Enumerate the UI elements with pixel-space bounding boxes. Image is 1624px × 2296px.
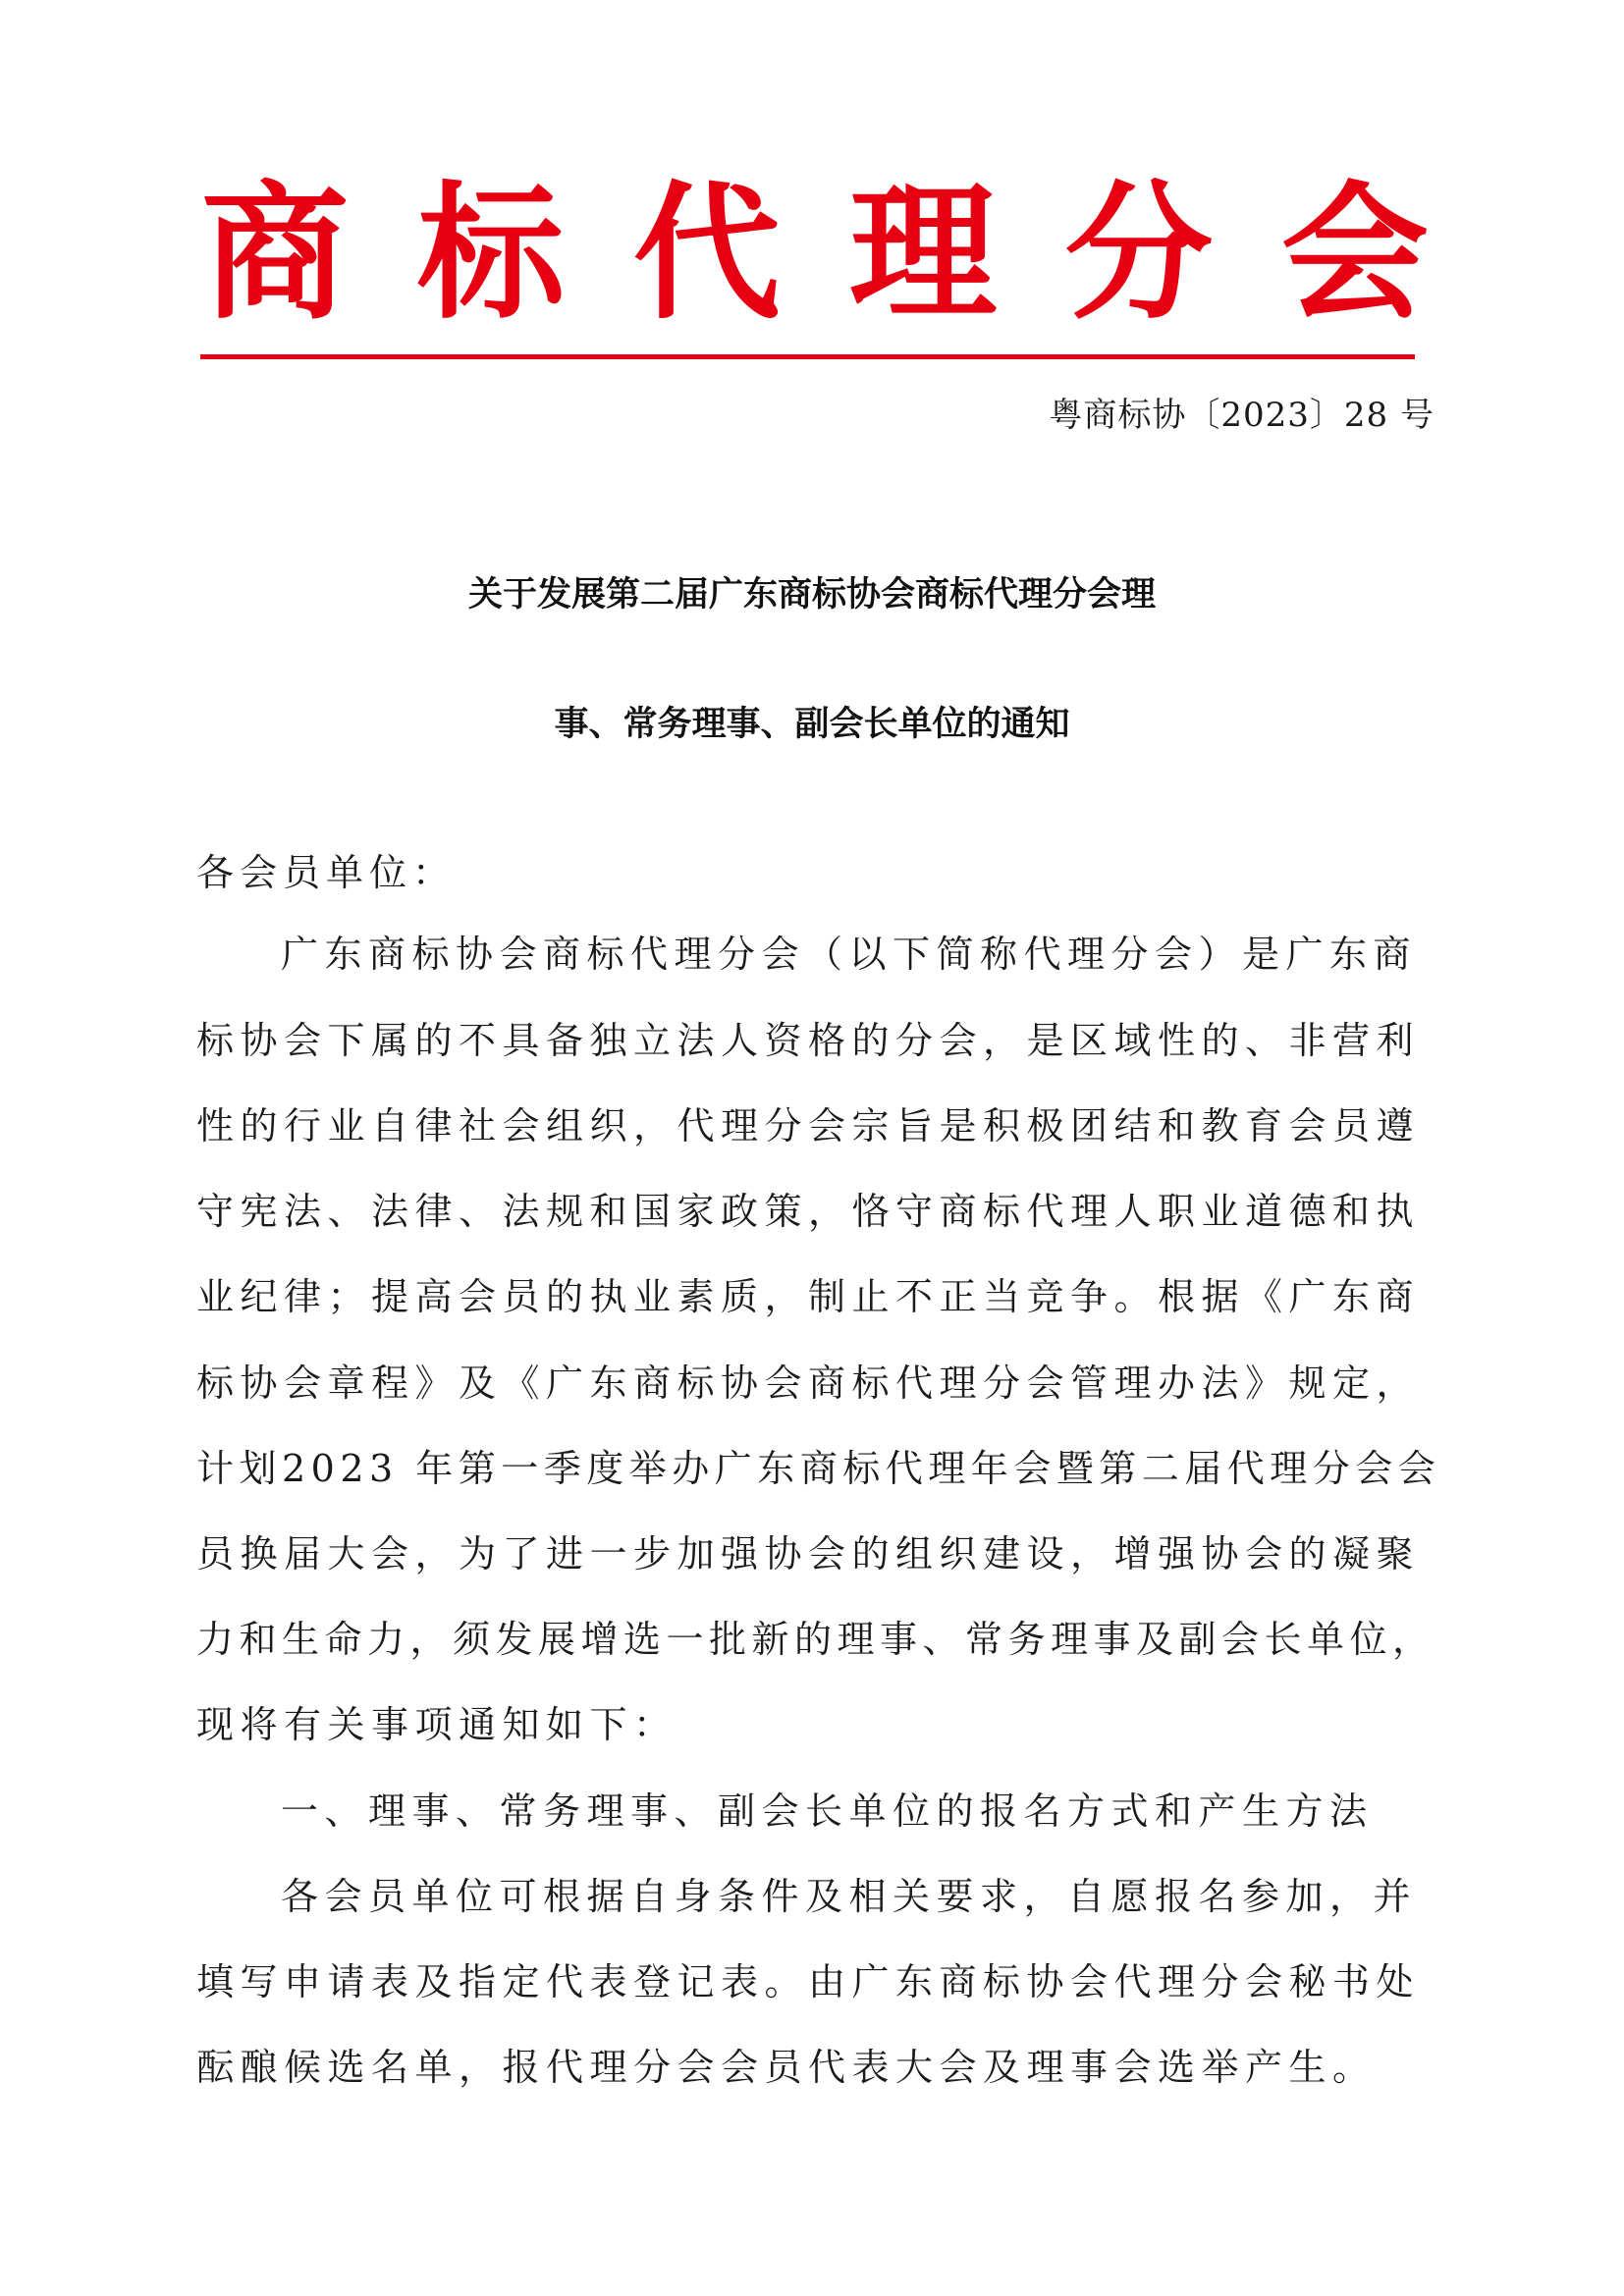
paragraph-2-line: 各会员单位可根据自身条件及相关要求，自愿报名参加，并 — [281, 1875, 1418, 1918]
paragraph-2-line: 填写申请表及指定代表登记表。由广东商标协会代理分会秘书处 — [196, 1960, 1421, 2003]
paragraph-1-line: 广东商标协会商标代理分会（以下简称代理分会）是广东商 — [281, 933, 1418, 976]
masthead-char: 代 — [632, 167, 781, 340]
paragraph-1-line: 计划2023 年第一季度举办广东商标代理年会暨第二届代理分会会 — [196, 1447, 1441, 1490]
document-title-line-1: 关于发展第二届广东商标协会商标代理分会理 — [467, 575, 1156, 614]
paragraph-1-line: 业纪律；提高会员的执业素质，制止不正当竞争。根据《广东商 — [196, 1275, 1421, 1318]
paragraph-1-line: 员换届大会，为了进一步加强协会的组织建设，增强协会的凝聚 — [196, 1532, 1421, 1575]
paragraph-1-line: 性的行业自律社会组织，代理分会宗旨是积极团结和教育会员遵 — [196, 1104, 1421, 1148]
paragraph-2-line: 酝酿候选名单，报代理分会会员代表大会及理事会选举产生。 — [196, 2046, 1377, 2089]
masthead-char: 商 — [201, 167, 350, 340]
section-heading: 一、理事、常务理事、副会长单位的报名方式和产生方法 — [281, 1789, 1374, 1833]
paragraph-1-line: 标协会下属的不具备独立法人资格的分会，是区域性的、非营利 — [196, 1019, 1421, 1062]
masthead-char: 标 — [416, 167, 565, 340]
salutation: 各会员单位： — [196, 851, 457, 894]
document-title-line-2: 事、常务理事、副会长单位的通知 — [554, 705, 1070, 744]
document-number: 粤商标协〔2023〕28 号 — [1049, 396, 1435, 435]
paragraph-1-line: 标协会章程》及《广东商标协会商标代理分会管理办法》规定， — [196, 1362, 1421, 1405]
masthead-divider — [200, 354, 1415, 359]
paragraph-1-line: 现将有关事项通知如下： — [196, 1703, 677, 1746]
masthead — [201, 167, 1429, 340]
masthead-char: 理 — [848, 167, 997, 340]
masthead-char: 会 — [1280, 167, 1429, 340]
masthead-char: 分 — [1064, 167, 1213, 340]
paragraph-1-line: 守宪法、法律、法规和国家政策，恪守商标代理人职业道德和执 — [196, 1190, 1421, 1233]
paragraph-1-line: 力和生命力，须发展增选一批新的理事、常务理事及副会长单位， — [196, 1618, 1435, 1661]
